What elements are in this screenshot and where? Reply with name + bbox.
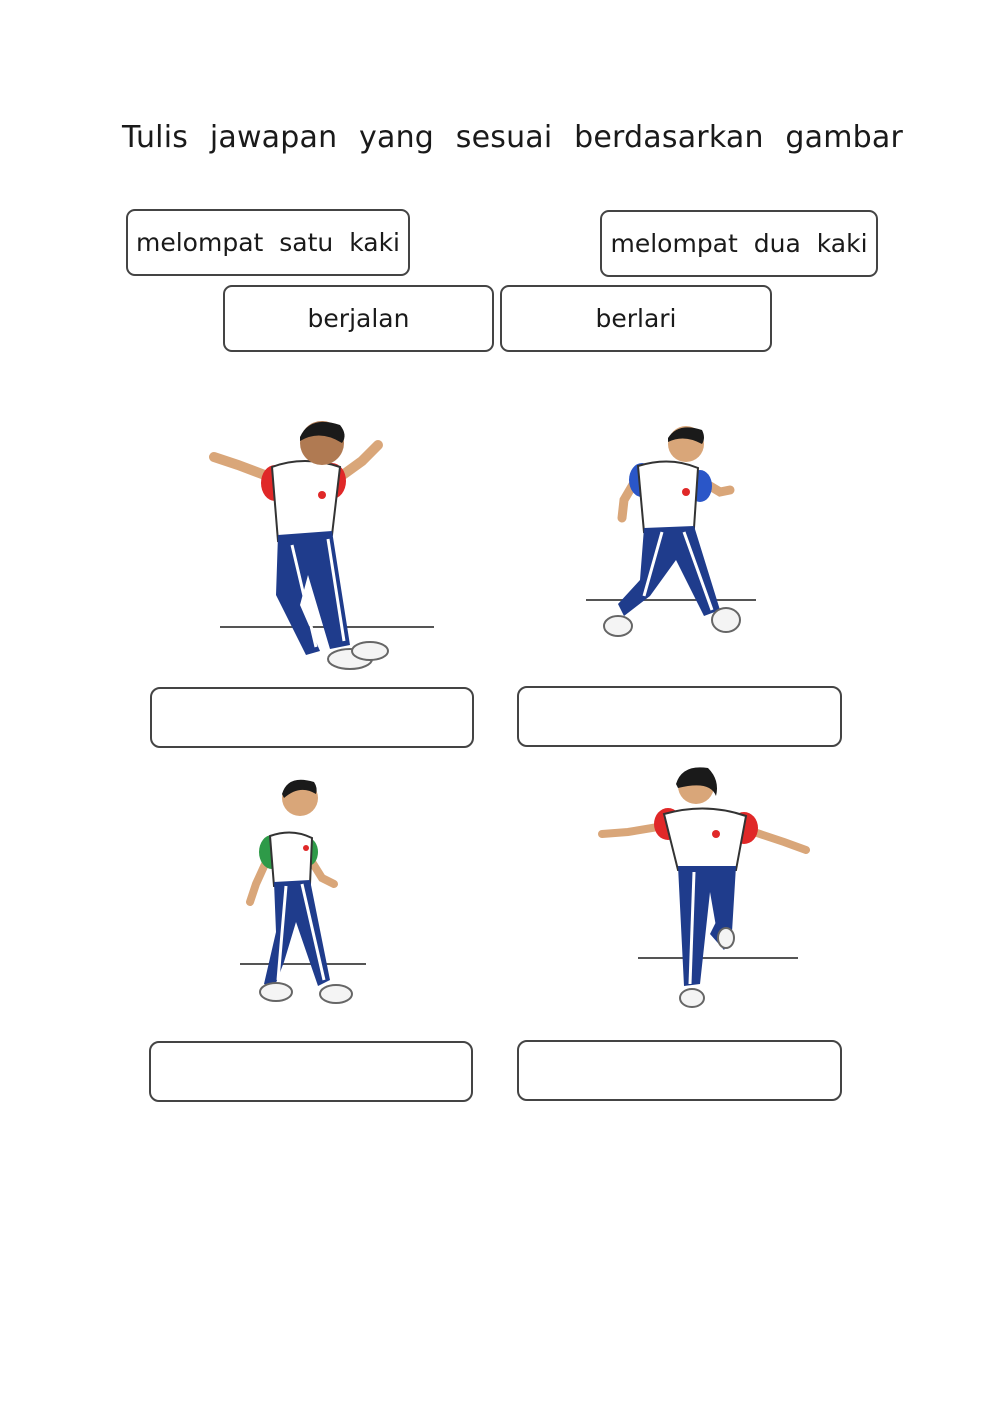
boy-jumping-icon bbox=[200, 405, 440, 685]
answer-box-3[interactable] bbox=[149, 1041, 473, 1102]
word-card-berlari[interactable]: berlari bbox=[500, 285, 772, 352]
word-card-melompat-dua-kaki[interactable]: melompat dua kaki bbox=[600, 210, 878, 277]
word-card-berjalan[interactable]: berjalan bbox=[223, 285, 494, 352]
answer-box-2[interactable] bbox=[517, 686, 842, 747]
word-card-melompat-satu-kaki[interactable]: melompat satu kaki bbox=[126, 209, 410, 276]
boy-walking-icon bbox=[230, 762, 390, 1012]
answer-box-1[interactable] bbox=[150, 687, 474, 748]
answer-box-4[interactable] bbox=[517, 1040, 842, 1101]
instruction-title: Tulis jawapan yang sesuai berdasarkan gambar bbox=[122, 120, 904, 155]
girl-hopping-one-leg-icon bbox=[598, 762, 818, 1022]
boy-running-icon bbox=[580, 420, 780, 660]
